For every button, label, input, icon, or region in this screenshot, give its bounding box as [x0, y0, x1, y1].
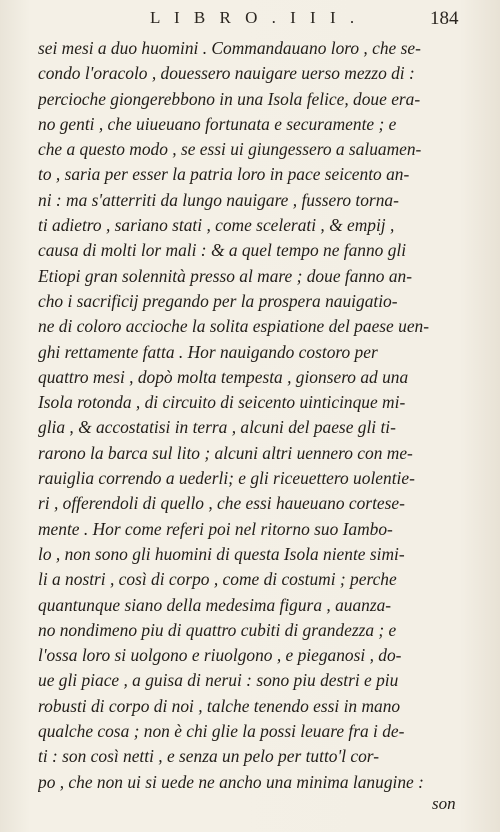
text-line: no nondimeno piu di quattro cubiti di grandezza ; e: [38, 619, 397, 640]
page-number: 184: [430, 8, 459, 29]
text-line: ue gli piace , a guisa di nerui : sono piu destri e piu: [38, 670, 399, 691]
text-line: ti adietro , sariano stati , come scelerati , & empij ,: [38, 215, 395, 236]
text-line: qualche cosa ; non è chi glie la possi leuare fra i de-: [38, 721, 405, 742]
text-line: ni : ma s'atterriti da lungo nauigare , fussero torna-: [38, 189, 399, 210]
text-line: ghi rettamente fatta . Hor nauigando costoro per: [38, 341, 378, 362]
text-line: to , saria per esser la patria loro in pace seicento an-: [38, 164, 410, 185]
text-line: lo , non sono gli huomini di questa Isola niente simi-: [38, 543, 405, 564]
text-line: Isola rotonda , di circuito di seicento uinticinque mi-: [38, 392, 406, 413]
text-line: l'ossa loro si uolgono e riuolgono , e pieganosi , do-: [38, 645, 402, 666]
text-line: che a questo modo , se essi ui giungessero a saluamen-: [38, 139, 422, 160]
text-line: li a nostri , così di corpo , come di costumi ; perche: [38, 569, 397, 590]
text-line: percioche giongerebbono in una Isola felice, doue era-: [38, 88, 421, 109]
text-line: condo l'oracolo , douessero nauigare uerso mezzo di :: [38, 63, 415, 84]
text-line: ti : son così netti , e senza un pelo per tutto'l cor-: [38, 746, 379, 767]
body-text: [38, 36, 478, 795]
text-line: Etiopi gran solennità presso al mare ; doue fanno an-: [38, 265, 413, 286]
text-line: po , che non ui si uede ne ancho una minima lanugine :: [38, 771, 424, 792]
text-line: quattro mesi , dopò molta tempesta , gionsero ad una: [38, 366, 409, 387]
text-line: rauiglia correndo a uederli; e gli riceuettero uolentie-: [38, 468, 415, 489]
text-line: rarono la barca sul lito ; alcuni altri uennero con me-: [38, 442, 413, 463]
running-head: L I B R O . I I I .: [150, 8, 360, 27]
text-line: glia , & accostatisi in terra , alcuni del paese gli ti-: [38, 417, 396, 438]
text-line: no genti , che uiueuano fortunata e securamente ; e: [38, 113, 397, 134]
text-line: cho i sacrificij pregando per la prospera nauigatio-: [38, 290, 398, 311]
text-line: robusti di corpo di noi , talche tenendo essi in mano: [38, 695, 401, 716]
text-line: causa di molti lor mali : & a quel tempo ne fanno gli: [38, 240, 407, 261]
page-header: [0, 6, 500, 34]
text-line: sei mesi a duo huomini . Commandauano loro , che se-: [38, 38, 421, 58]
text-line: quantunque siano della medesima figura , auanza-: [38, 594, 392, 615]
text-line: ne di coloro accioche la solita espiatione del paese uen-: [38, 316, 430, 337]
catchword: son: [432, 794, 456, 813]
text-line: mente . Hor come referi poi nel ritorno suo Iambo-: [38, 518, 393, 539]
text-line: ri , offerendoli di quello , che essi haueuano cortese-: [38, 493, 405, 514]
